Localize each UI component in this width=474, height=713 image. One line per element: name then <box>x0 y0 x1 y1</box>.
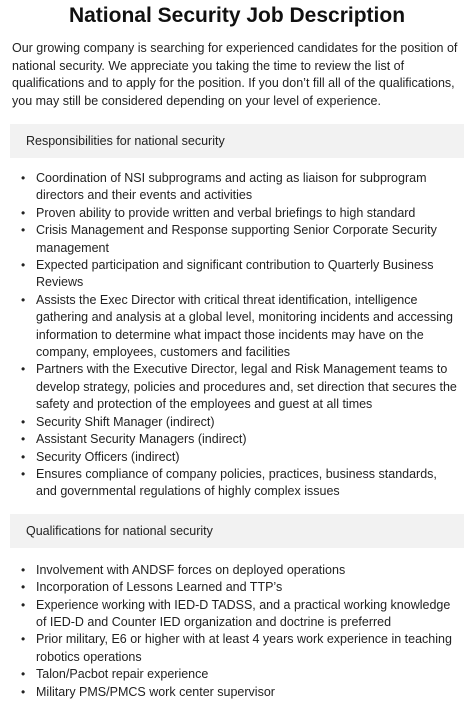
list-item <box>21 205 460 222</box>
bullet-dot-icon: • <box>21 258 26 273</box>
list-item <box>21 579 460 596</box>
list-item-text: Security Officers (indirect) <box>36 449 180 464</box>
bullet-dot-icon: • <box>21 171 26 185</box>
qualifications-list <box>10 562 464 701</box>
list-item <box>21 361 460 413</box>
list-item <box>21 466 460 501</box>
qualifications-heading: Qualifications for national security <box>10 514 464 548</box>
responsibilities-list <box>10 170 464 501</box>
bullet-dot-icon: • <box>21 580 26 595</box>
list-item <box>21 222 460 257</box>
bullet-dot-icon: • <box>21 667 26 682</box>
list-item-text: Talon/Pacbot repair experience <box>36 667 209 682</box>
list-item <box>21 597 460 632</box>
list-item-text: Partners with the Executive Director, legal and Risk Management teams to develop strategy, policies and procedures and, set direction that secures the safety and protection of the employees and guest at all times <box>36 362 457 412</box>
bullet-dot-icon: • <box>21 362 26 377</box>
list-item <box>21 431 460 448</box>
bullet-dot-icon: • <box>21 632 26 647</box>
bullet-dot-icon: • <box>21 292 26 307</box>
list-item <box>21 666 460 683</box>
list-item <box>21 449 460 466</box>
list-item-text: Involvement with ANDSF forces on deployed operations <box>36 562 346 577</box>
list-item <box>21 292 460 362</box>
page-title: National Security Job Description <box>68 4 406 27</box>
list-item-text: Military PMS/PMCS work center supervisor <box>36 684 275 699</box>
list-item-text: Expected participation and significant contribution to Quarterly Business Reviews <box>36 258 434 290</box>
bullet-dot-icon: • <box>21 562 26 577</box>
bullet-dot-icon: • <box>21 432 26 447</box>
bullet-dot-icon: • <box>21 414 26 429</box>
list-item-text: Ensures compliance of company policies, practices, business standards, and governmental regulations of highly complex issues <box>36 466 437 499</box>
list-item-text: Crisis Management and Response supporting Senior Corporate Security management <box>36 223 437 255</box>
bullet-dot-icon: • <box>21 223 26 238</box>
list-item-text: Assists the Exec Director with critical threat identification, intelligence gathering and analysis at a global level, monitoring incidents and accessing information to determine what impact those incidents may have on the company, employees, customers and facilities <box>36 292 453 360</box>
list-item-text: Prior military, E6 or higher with at least 4 years work experience in teaching robotics operations <box>36 632 452 664</box>
list-item <box>21 414 460 431</box>
list-item <box>21 170 460 205</box>
bullet-dot-icon: • <box>21 684 26 699</box>
list-item <box>21 684 460 701</box>
list-item-text: Experience working with IED-D TADSS, and a practical working knowledge of IED-D and Counter IED organization and doctrine is preferred <box>36 597 451 629</box>
list-item <box>21 257 460 292</box>
list-item-text: Assistant Security Managers (indirect) <box>36 432 247 447</box>
bullet-dot-icon: • <box>21 449 26 464</box>
list-item-text: Incorporation of Lessons Learned and TTP’s <box>36 580 283 595</box>
list-item-text: Proven ability to provide written and verbal briefings to high standard <box>36 205 416 220</box>
list-item-text: Security Shift Manager (indirect) <box>36 414 215 429</box>
list-item <box>21 631 460 666</box>
bullet-dot-icon: • <box>21 466 26 481</box>
responsibilities-heading: Responsibilities for national security <box>10 124 464 158</box>
bullet-dot-icon: • <box>21 205 26 220</box>
bullet-dot-icon: • <box>21 597 26 612</box>
intro-paragraph: Our growing company is searching for experienced candidates for the position of national security. We appreciate you taking the time to review the list of qualifications and to apply for the position. If you don’t fill all of the qualifications, you may still be considered depending on your level of experience. <box>12 41 458 108</box>
list-item <box>21 562 460 579</box>
list-item-text: Coordination of NSI subprograms and acting as liaison for subprogram directors and their events and activities <box>36 171 427 203</box>
